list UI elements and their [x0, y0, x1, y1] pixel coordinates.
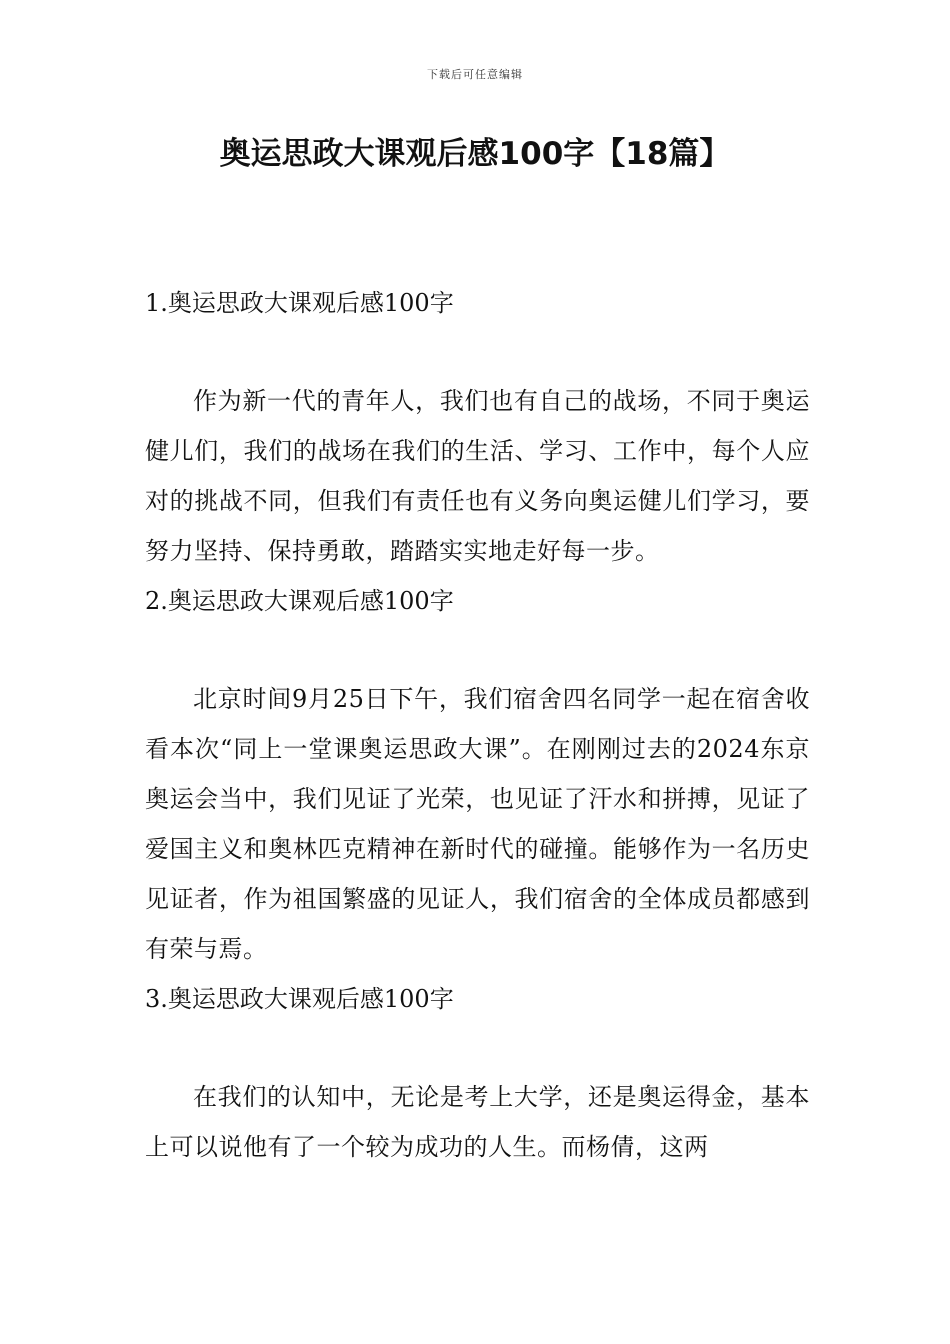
section	[145, 576, 810, 974]
section-gap	[145, 1024, 810, 1072]
section-gap	[145, 328, 810, 376]
section-heading: 2.奥运思政大课观后感100字	[145, 587, 454, 615]
section-gap	[145, 626, 810, 674]
section-paragraph: 作为新一代的青年人，我们也有自己的战场，不同于奥运健儿们，我们的战场在我们的生活、学习、工作中，每个人应对的挑战不同，但我们有责任也有义务向奥运健儿们学习，要努力坚持、保持勇敢，踏踏实实地走好每一步。	[145, 387, 810, 565]
section-paragraph: 在我们的认知中，无论是考上大学，还是奥运得金，基本上可以说他有了一个较为成功的人生。而杨倩，这两	[145, 1083, 810, 1161]
section	[145, 974, 810, 1172]
section	[145, 278, 810, 576]
section-heading: 3.奥运思政大课观后感100字	[145, 985, 454, 1013]
document-body	[145, 278, 810, 1172]
section-heading: 1.奥运思政大课观后感100字	[145, 289, 454, 317]
section-paragraph: 北京时间9月25日下午，我们宿舍四名同学一起在宿舍收看本次“同上一堂课奥运思政大课”。在刚刚过去的2024东京奥运会当中，我们见证了光荣，也见证了汗水和拼搏，见证了爱国主义和奥林匹克精神在新时代的碰撞。能够作为一名历史见证者，作为祖国繁盛的见证人，我们宿舍的全体成员都感到有荣与焉。	[145, 685, 810, 963]
header-note: 下载后可任意编辑	[427, 68, 523, 81]
document-title: 奥运思政大课观后感100字【18篇】	[219, 136, 731, 172]
